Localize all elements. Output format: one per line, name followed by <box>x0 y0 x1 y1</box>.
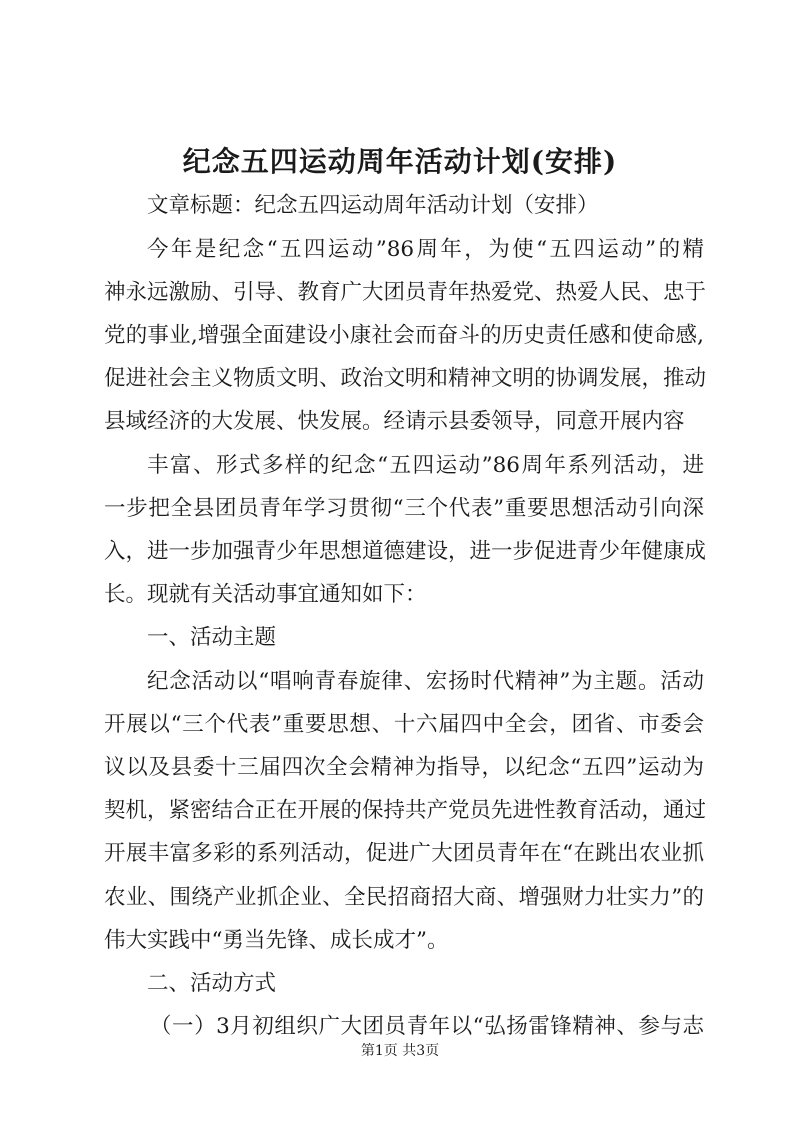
text-line-9: 入，进一步加强青少年思想道德建设，进一步促进青少年健康成 <box>104 539 707 564</box>
text-line-14: 议以及县委十三届四次全会精神为指导，以纪念“五四”运动为 <box>104 755 704 780</box>
section-heading-1: 一、活动主题 <box>147 625 277 650</box>
page-indicator: 第1页 共3页 <box>360 1043 440 1059</box>
text-line-8: 一步把全县团员青年学习贯彻“三个代表”重要思想活动引向深 <box>104 496 704 521</box>
text-line-5: 促进社会主义物质文明、政治文明和精神文明的协调发展，推动 <box>104 366 707 391</box>
text-line-18: 伟大实践中“勇当先锋、成长成才”。 <box>104 928 449 953</box>
text-line-7: 丰富、形式多样的纪念“五四运动”86周年系列活动，进 <box>147 453 704 478</box>
text-line-13: 开展以“三个代表”重要思想、十六届四中全会，团省、市委会 <box>104 712 704 737</box>
section-heading-2: 二、活动方式 <box>147 971 277 996</box>
text-line-10: 长。现就有关活动事宜通知如下： <box>104 582 427 607</box>
document-title: 纪念五四运动周年活动计划(安排) <box>182 145 618 178</box>
text-line-20: （一）3月初组织广大团员青年以“弘扬雷锋精神、参与志 <box>150 1014 704 1039</box>
text-line-17: 农业、围绕产业抓企业、全民招商招大商、增强财力壮实力”的 <box>104 885 704 910</box>
text-line-12: 纪念活动以“唱响青春旋律、宏扬时代精神”为主题。活动 <box>147 669 704 694</box>
text-line-1: 文章标题：纪念五四运动周年活动计划（安排） <box>147 193 599 218</box>
text-line-6: 县域经济的大发展、快发展。经请示县委领导，同意开展内容 <box>104 409 685 434</box>
text-line-2: 今年是纪念“五四运动”86周年，为使“五四运动”的精 <box>147 237 704 262</box>
text-line-3: 神永远激励、引导、教育广大团员青年热爱党、热爱人民、忠于 <box>104 280 707 305</box>
text-line-16: 开展丰富多彩的系列活动，促进广大团员青年在“在跳出农业抓 <box>104 841 704 866</box>
text-line-4: 党的事业,增强全面建设小康社会而奋斗的历史责任感和使命感, <box>104 323 704 348</box>
text-line-15: 契机，紧密结合正在开展的保持共产党员先进性教育活动，通过 <box>104 798 707 823</box>
